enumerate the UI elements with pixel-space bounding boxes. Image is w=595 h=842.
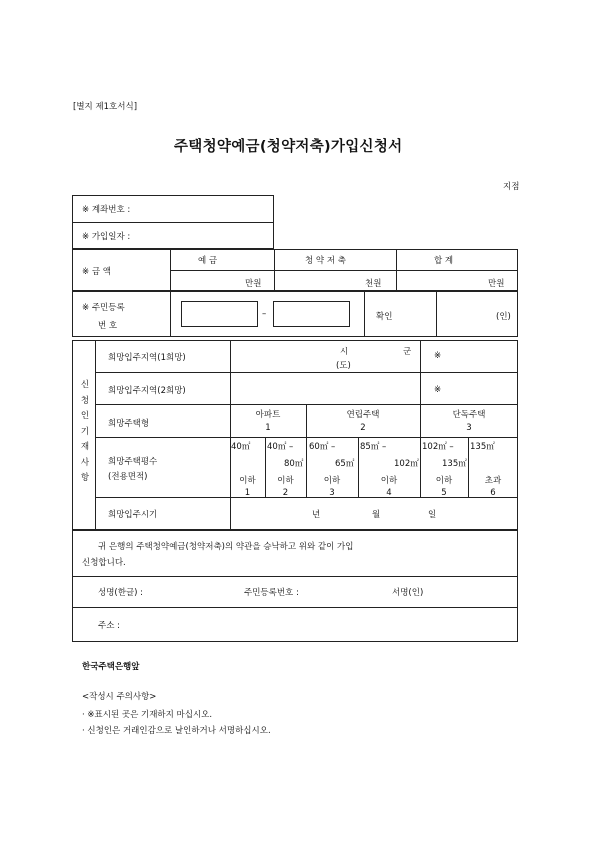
size2-top: 40㎡ –: [267, 442, 294, 452]
type-detached[interactable]: 단독주택: [452, 410, 486, 420]
total-header: 합 계: [434, 256, 454, 266]
agreement-text: 귀 은행의 주택청약예금(청약저축)의 약관을 승낙하고 위와 같이 가입: [98, 542, 354, 552]
size4-mid: 102㎡: [394, 459, 419, 469]
account-number-field[interactable]: ※ 계좌번호 :: [82, 205, 131, 215]
size3-num: 3: [329, 488, 335, 498]
resident-label: ※ 주민등록: [82, 303, 125, 313]
size5-bottom: 이하: [435, 476, 453, 486]
note-item: · 신청인은 거래인감으로 날인하거나 서명하십시오.: [82, 726, 271, 736]
region1-label: 희망입주지역(1희망): [108, 353, 186, 363]
size2-mid: 80㎡: [284, 459, 304, 469]
join-date-field[interactable]: ※ 가입일자 :: [82, 232, 131, 242]
confirm-label: 확인: [376, 312, 393, 322]
province-label: (도): [336, 361, 351, 371]
savings-header: 청 약 저 축: [305, 256, 346, 266]
total-unit: 만원: [488, 279, 505, 289]
savings-unit: 천원: [365, 279, 382, 289]
signature-field[interactable]: 서명(인): [392, 588, 424, 598]
day-label: 일: [428, 510, 437, 520]
bank-name: 한국주택은행앞: [82, 662, 140, 672]
house-size-sublabel: (전용면적): [108, 472, 148, 482]
size1-top: 40㎡: [231, 442, 251, 452]
type-detached-num: 3: [466, 423, 472, 433]
year-label: 년: [312, 510, 321, 520]
region1-mark: ※: [434, 351, 442, 361]
move-in-time-label: 희망입주시기: [108, 510, 158, 520]
deposit-unit: 만원: [245, 279, 262, 289]
county-label: 군: [403, 347, 412, 357]
region2-label: 희망입주지역(2희망): [108, 386, 186, 396]
applicant-section: [72, 340, 518, 530]
size2-bottom: 이하: [277, 476, 294, 486]
note-item: · ※표시된 곳은 기재하지 마십시오.: [82, 710, 213, 720]
notes-title: <작성시 주의사항>: [82, 692, 157, 702]
address-field[interactable]: 주소 :: [98, 621, 120, 631]
size3-bottom: 이하: [323, 476, 341, 486]
size6-bottom: 초과: [484, 476, 502, 486]
size2-num: 2: [282, 488, 289, 498]
seal-mark: (인): [496, 312, 511, 322]
type-apartment-num: 1: [265, 423, 271, 433]
size6-top: 135㎡: [470, 442, 495, 452]
house-size-label: 희망주택평수: [108, 457, 158, 467]
size6-num: 6: [490, 488, 496, 498]
resident-number-back-input[interactable]: [273, 301, 350, 327]
type-rowhouse[interactable]: 연립주택: [346, 410, 380, 420]
resident-dash: –: [262, 309, 267, 319]
resident-number-front-input[interactable]: [181, 301, 258, 327]
branch-label: 지점: [503, 182, 520, 192]
page-title: 주택청약예금(청약저축)가입신청서: [174, 139, 403, 155]
deposit-header: 예 금: [198, 256, 218, 266]
size1-bottom: 이하: [239, 476, 256, 486]
house-type-label: 희망주택형: [108, 419, 150, 429]
size5-mid: 135㎡: [442, 459, 467, 469]
size3-top: 60㎡ –: [309, 442, 336, 452]
size4-top: 85㎡ –: [360, 442, 387, 452]
size5-num: 5: [441, 488, 447, 498]
size3-mid: 65㎡: [335, 459, 355, 469]
region2-mark: ※: [434, 385, 442, 395]
type-rowhouse-num: 2: [360, 423, 366, 433]
name-field[interactable]: 성명(한글) :: [98, 588, 144, 598]
agreement-text-2: 신청합니다.: [82, 558, 126, 568]
amount-label: ※ 금 액: [82, 267, 111, 277]
applicant-side-label: 신 청 인 기 재 사 항: [80, 380, 90, 483]
size1-num: 1: [244, 488, 251, 498]
size4-bottom: 이하: [380, 476, 398, 486]
rrn-field[interactable]: 주민등록번호 :: [244, 588, 299, 598]
type-apartment[interactable]: 아파트: [255, 410, 281, 420]
month-label: 월: [372, 510, 381, 520]
resident-label-2: 번 호: [98, 321, 118, 331]
city-label: 시: [340, 347, 349, 357]
size5-top: 102㎡ –: [422, 442, 454, 452]
size4-num: 4: [386, 488, 392, 498]
form-reference: [별지 제1호서식]: [73, 102, 138, 112]
